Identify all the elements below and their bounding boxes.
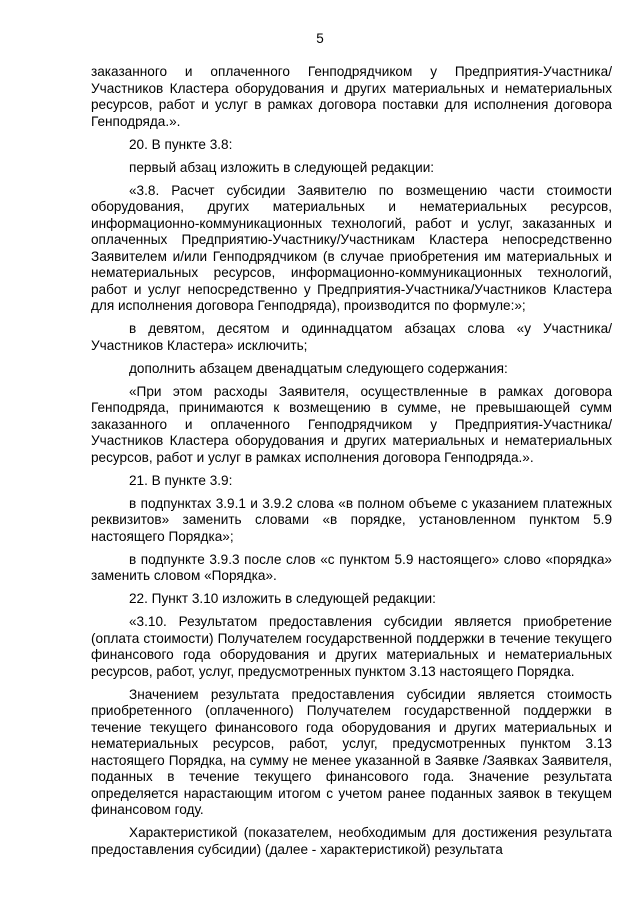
paragraph-item-20: 20. В пункте 3.8: (129, 136, 233, 152)
paragraph-subitem-3-9-3: в подпункте 3.9.3 после слов «с пунктом 5.9 настоящего» слово «порядка» заменить словом «Порядка». (91, 551, 612, 583)
page-number: 5 (316, 31, 324, 46)
paragraph-3-8-quote: «3.8. Расчет субсидии Заявителю по возмещению части стоимости оборудования, других материальных и нематериальных ресурсов, информационно-коммуникационных технологий, работ и услуг, заказанных и оплаченных Предприятию-Участнику/Участникам Кластера непосредственно Заявителем и/или Генподрядчиком (в случае приобретения им материальных и нематериальных ресурсов, информационно-коммуникационных технологий, работ и услуг непосредственно у Предприятия-Участника/Участников Кластера для исполнения договора Генподряда), производится по формуле:»; (91, 182, 612, 313)
paragraph-item-21: 21. В пункте 3.9: (129, 472, 233, 488)
paragraph-expenses-quote: «При этом расходы Заявителя, осуществленные в рамках договора Генподряда, принимаются к возмещению в сумме, не превышающей сумм заказанного и оплаченного Генподрядчиком у Предприятия-Участника/Участников Кластера оборудования и других материальных и нематериальных ресурсов, работ и услуг в рамках исполнения договора Генподряда.». (91, 383, 612, 465)
paragraph-first-abzac: первый абзац изложить в следующей редакции: (129, 159, 435, 175)
paragraph-exclude-words: в девятом, десятом и одиннадцатом абзацах слова «у Участника/Участников Кластера» исключить; (91, 321, 612, 353)
document-body (91, 64, 612, 865)
paragraph-continuation: заказанного и оплаченного Генподрядчиком у Предприятия-Участника/Участников Кластера оборудования и других материальных и нематериальных ресурсов, работ и услуг в рамках договора поставки для исполнения договора Генподряда.». (91, 64, 612, 129)
paragraph-subitems-3-9: в подпунктах 3.9.1 и 3.9.2 слова «в полном объеме с указанием платежных реквизитов» заменить словами «в порядке, установленном пунктом 5.9 настоящего Порядка»; (91, 495, 612, 544)
paragraph-result-value: Значением результата предоставления субсидии является стоимость приобретенного (оплаченного) Получателем государственной поддержки в течение текущего финансового года оборудования и других материальных и нематериальных ресурсов, работ, услуг, предусмотренных пунктом 3.13 настоящего Порядка, на сумму не менее указанной в Заявке /Заявках Заявителя, поданных в течение текущего финансового года. Значение результата определяется нарастающим итогом с учетом ранее поданных заявок в текущем финансовом году. (91, 686, 612, 817)
paragraph-3-10-quote: «3.10. Результатом предоставления субсидии является приобретение (оплата стоимости) Получателем государственной поддержки в течение текущего финансового года оборудования и других материальных и нематериальных ресурсов, работ, услуг, предусмотренных пунктом 3.13 настоящего Порядка. (91, 614, 612, 679)
paragraph-item-22: 22. Пункт 3.10 изложить в следующей редакции: (129, 591, 436, 606)
paragraph-characteristic: Характеристикой (показателем, необходимым для достижения результата предоставления субсидии) (далее - характеристикой) результата (91, 825, 612, 857)
paragraph-add-abzac: дополнить абзацем двенадцатым следующего содержания: (129, 360, 508, 376)
